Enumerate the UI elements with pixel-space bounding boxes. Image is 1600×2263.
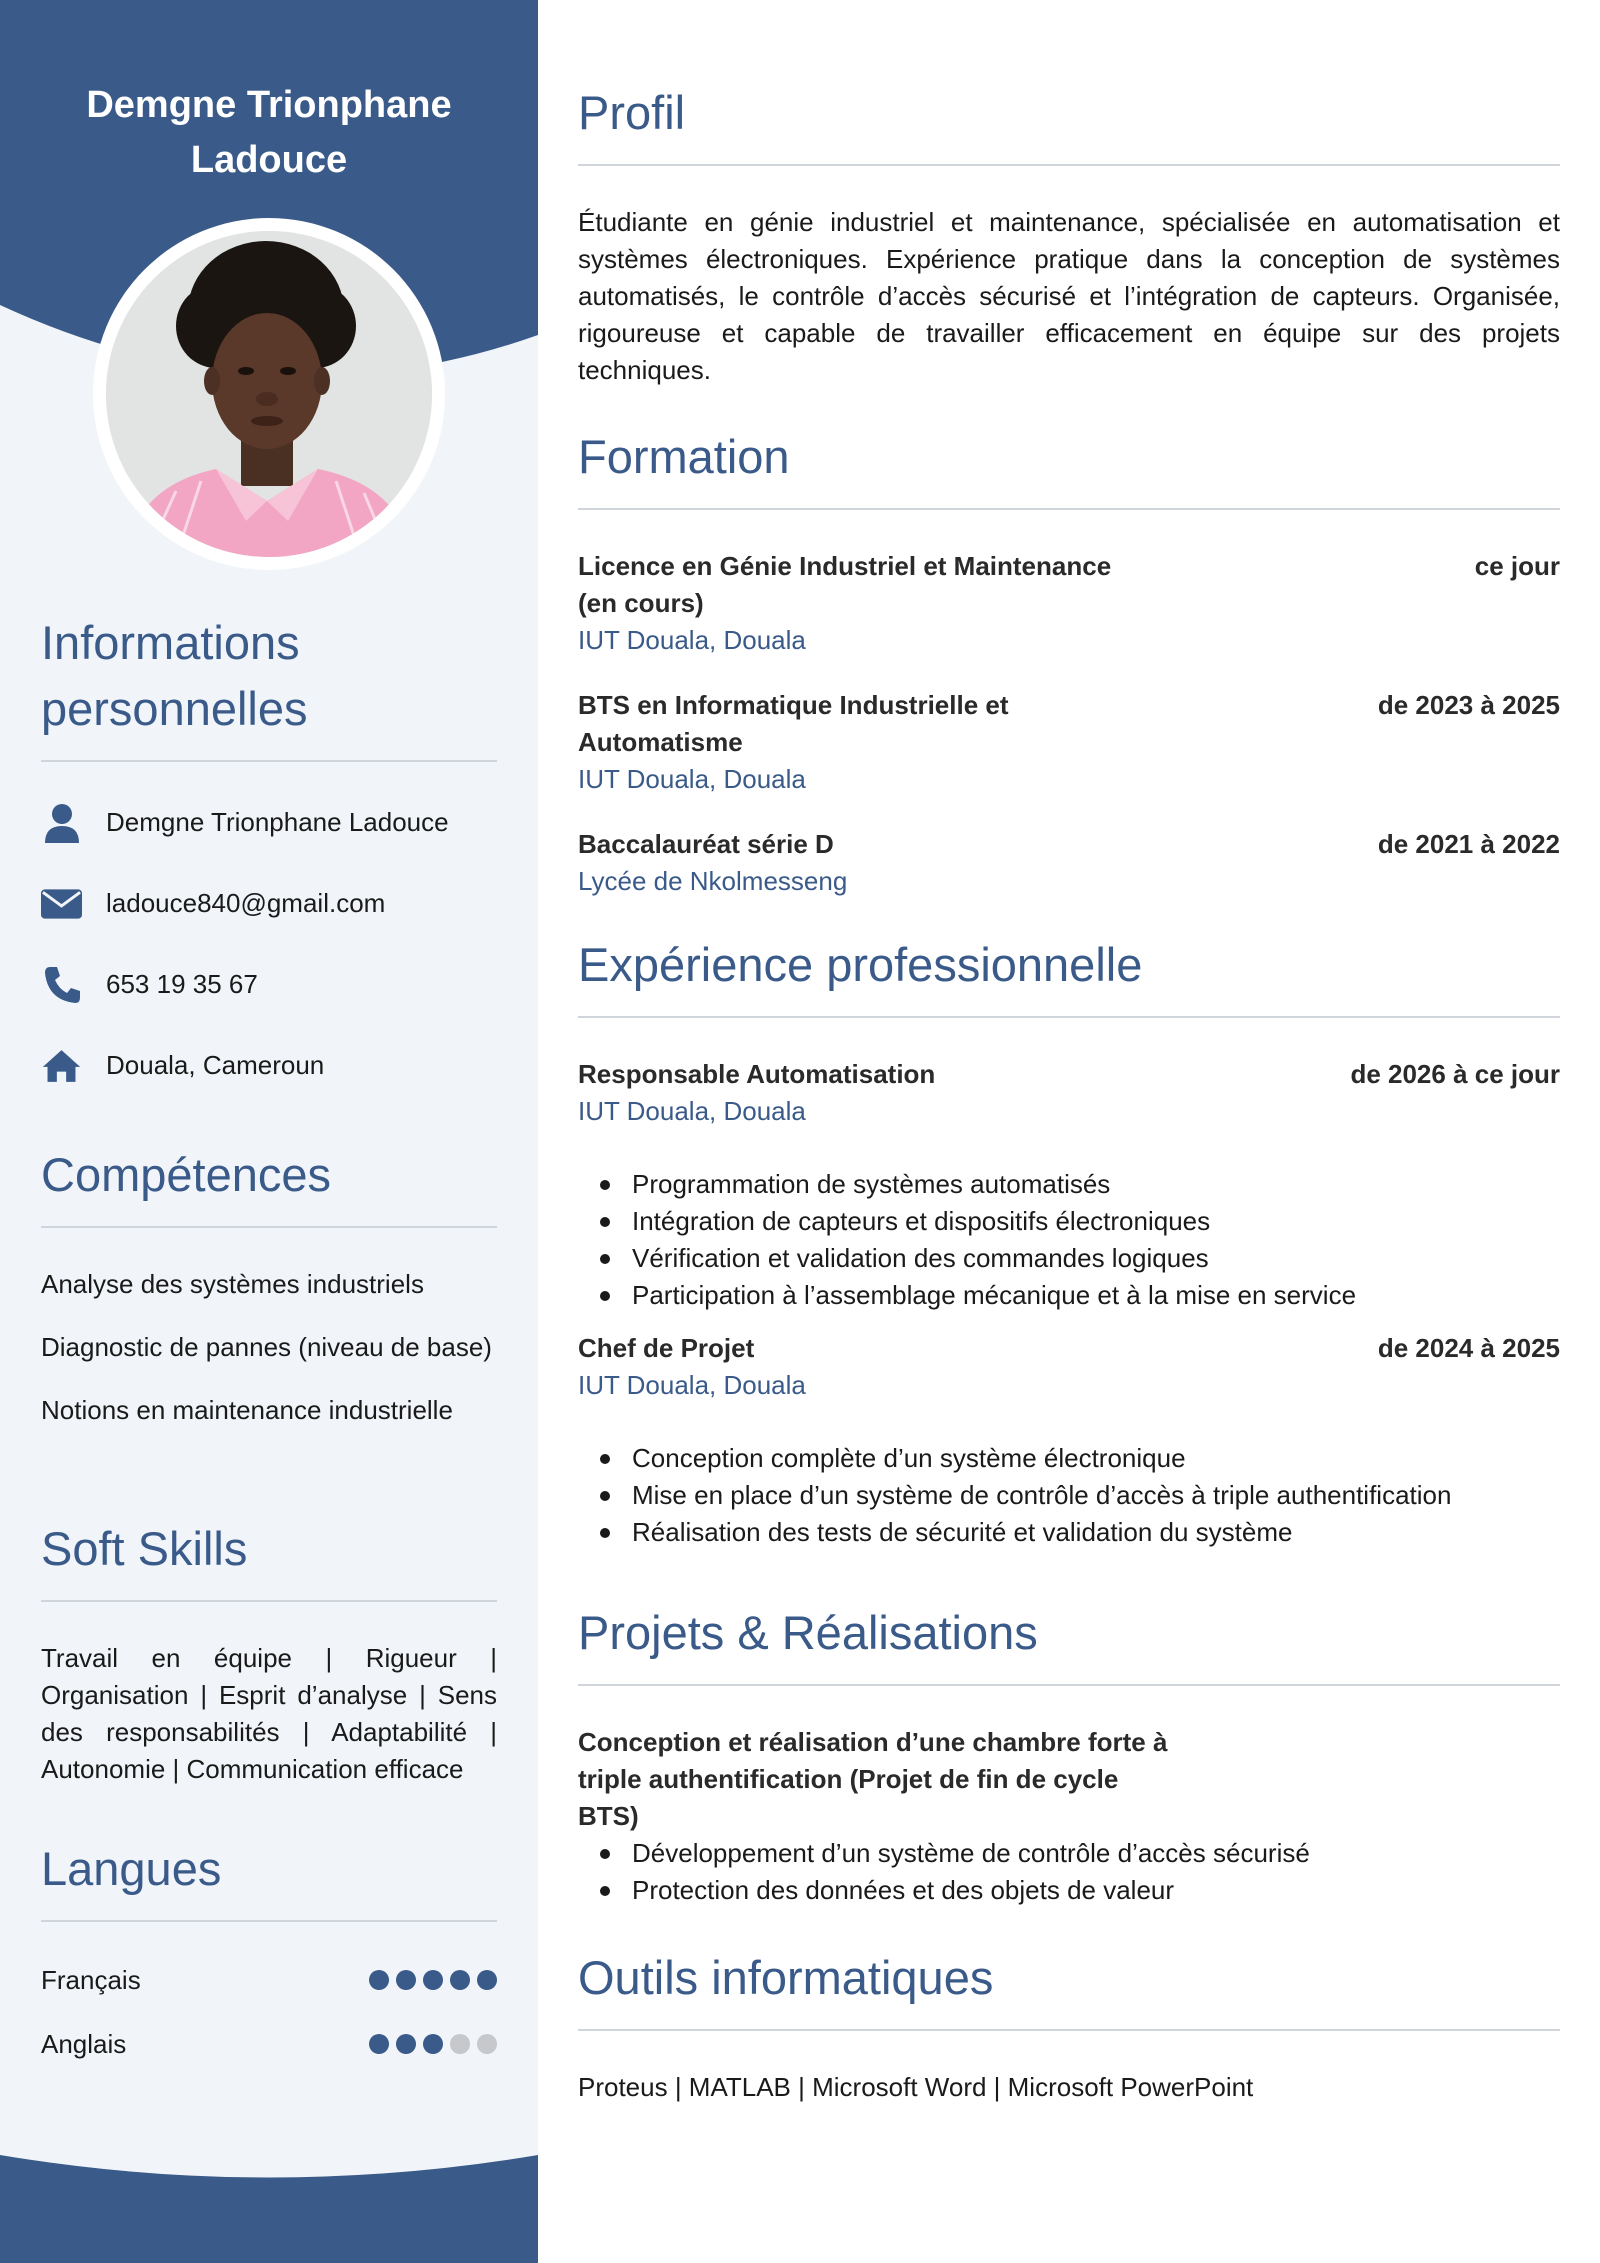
education-school: Lycée de Nkolmesseng (578, 866, 848, 896)
job-title: Chef de Projet (578, 1333, 755, 1363)
experience-section (578, 932, 1560, 1551)
experience-entry (578, 1330, 1560, 1551)
personal-info-title-line1: Informations (41, 616, 300, 669)
contact-email[interactable]: ladouce840@gmail.com (106, 888, 386, 918)
level-dot-empty (477, 2034, 497, 2054)
education-date: de 2021 à 2022 (1377, 829, 1560, 859)
education-list (578, 548, 1560, 900)
contact-name-row (41, 782, 497, 863)
education-entry (578, 826, 1560, 900)
candidate-name-line1: Demgne Trionphane (86, 84, 452, 126)
level-dot-empty (450, 2034, 470, 2054)
education-entry (578, 687, 1560, 798)
contact-address: Douala, Cameroun (106, 1050, 325, 1080)
project-detail-item: Protection des données et des objets de valeur (632, 1872, 1560, 1909)
user-icon (41, 802, 82, 843)
job-tasks (578, 1166, 1560, 1314)
skills-list (41, 1266, 497, 1429)
education-section (578, 424, 1560, 900)
languages-section (41, 1836, 497, 2076)
soft-skills-section (41, 1516, 497, 1788)
skill-item: Diagnostic de pannes (niveau de base) (41, 1332, 492, 1362)
soft-skills-title: Soft Skills (41, 1516, 497, 1602)
level-dot-filled (396, 1970, 416, 1990)
level-dot-filled (423, 1970, 443, 1990)
contact-address-row (41, 1025, 497, 1106)
education-school: IUT Douala, Douala (578, 764, 806, 794)
job-task-item: Programmation de systèmes automatisés (632, 1166, 1560, 1203)
language-name: Français (41, 1964, 141, 1995)
level-dot-filled (369, 1970, 389, 1990)
contact-list (41, 782, 497, 1106)
job-employer: IUT Douala, Douala (578, 1096, 806, 1126)
education-entry (578, 548, 1560, 659)
skills-title: Compétences (41, 1142, 497, 1228)
personal-info-title-line2: personnelles (41, 682, 308, 735)
experience-entry (578, 1056, 1560, 1314)
language-name: Anglais (41, 2028, 127, 2059)
education-school: IUT Douala, Douala (578, 625, 806, 655)
contact-phone-row (41, 944, 497, 1025)
level-dot-filled (450, 1970, 470, 1990)
job-date: de 2024 à 2025 (1377, 1333, 1560, 1363)
skill-item: Notions en maintenance industrielle (41, 1395, 453, 1425)
job-task-item: Intégration de capteurs et dispositifs électroniques (632, 1203, 1560, 1240)
project-details (578, 1835, 1560, 1909)
skill-item: Analyse des systèmes industriels (41, 1269, 424, 1299)
experience-list (578, 1056, 1560, 1551)
candidate-name (0, 78, 538, 188)
personal-info-section (41, 610, 497, 1106)
contact-name: Demgne Trionphane Ladouce (106, 807, 449, 837)
job-task-item: Mise en place d’un système de contrôle d’accès à triple authentification (632, 1477, 1560, 1514)
languages-list (41, 1948, 497, 2076)
education-degree: Licence en Génie Industriel et Maintenance (en cours) (578, 551, 1112, 618)
level-dot-filled (423, 2034, 443, 2054)
language-row-english (41, 2012, 497, 2076)
experience-title: Expérience professionnelle (578, 932, 1560, 1018)
profile-photo-image (106, 231, 432, 557)
personal-info-title (41, 610, 497, 762)
job-task-item: Participation à l’assemblage mécanique et à la mise en service (632, 1277, 1560, 1314)
projects-title: Projets & Réalisations (578, 1600, 1560, 1686)
project-detail-item: Développement d’un système de contrôle d’accès sécurisé (632, 1835, 1560, 1872)
education-degree: BTS en Informatique Industrielle et Automatisme (578, 690, 1009, 757)
phone-icon (41, 964, 82, 1005)
project-entry (578, 1724, 1560, 1909)
job-title: Responsable Automatisation (578, 1059, 936, 1089)
profile-text: Étudiante en génie industriel et maintenance, spécialisée en automatisation et systèmes électroniques. Expérience pratique dans la conception de systèmes automatisés, le contrôle d’accès sécurisé et l’intégration de capteurs. Organisée, rigoureuse et capable de travailler efficacement en équipe sur des projets techniques. (578, 207, 1560, 385)
contact-phone[interactable]: 653 19 35 67 (106, 969, 258, 999)
job-task-item: Conception complète d’un système électronique (632, 1440, 1560, 1477)
level-dot-filled (477, 1970, 497, 1990)
project-title: Conception et réalisation d’une chambre forte à triple authentification (Projet de fin de cycle BTS) (578, 1727, 1168, 1831)
profile-title: Profil (578, 80, 1560, 166)
envelope-icon (41, 883, 82, 924)
sidebar (0, 0, 538, 2263)
job-employer: IUT Douala, Douala (578, 1370, 806, 1400)
level-dot-filled (396, 2034, 416, 2054)
languages-title: Langues (41, 1836, 497, 1922)
skills-section (41, 1142, 497, 1455)
education-date: de 2023 à 2025 (1377, 690, 1560, 720)
job-tasks (578, 1440, 1560, 1551)
tools-title: Outils informatiques (578, 1945, 1560, 2031)
profile-section (578, 80, 1560, 389)
education-degree: Baccalauréat série D (578, 829, 834, 859)
soft-skills-text: Travail en équipe | Rigueur | Organisation | Esprit d’analyse | Sens des responsabilités | Adaptabilité | Autonomie | Communication efficace (41, 1643, 497, 1784)
home-icon (41, 1045, 82, 1086)
level-dot-filled (369, 2034, 389, 2054)
projects-section (578, 1600, 1560, 1909)
contact-email-row (41, 863, 497, 944)
tools-section (578, 1945, 1560, 2106)
education-date: ce jour (1474, 551, 1560, 581)
job-date: de 2026 à ce jour (1350, 1059, 1560, 1089)
portrait-illustration (106, 231, 432, 557)
education-title: Formation (578, 424, 1560, 510)
profile-photo (93, 218, 445, 570)
language-row-french (41, 1948, 497, 2012)
language-level-dots (369, 2034, 497, 2054)
job-task-item: Réalisation des tests de sécurité et validation du système (632, 1514, 1560, 1551)
candidate-name-line2: Ladouce (190, 139, 348, 181)
language-level-dots (369, 1970, 497, 1990)
tools-text: Proteus | MATLAB | Microsoft Word | Microsoft PowerPoint (578, 2072, 1254, 2102)
job-task-item: Vérification et validation des commandes logiques (632, 1240, 1560, 1277)
